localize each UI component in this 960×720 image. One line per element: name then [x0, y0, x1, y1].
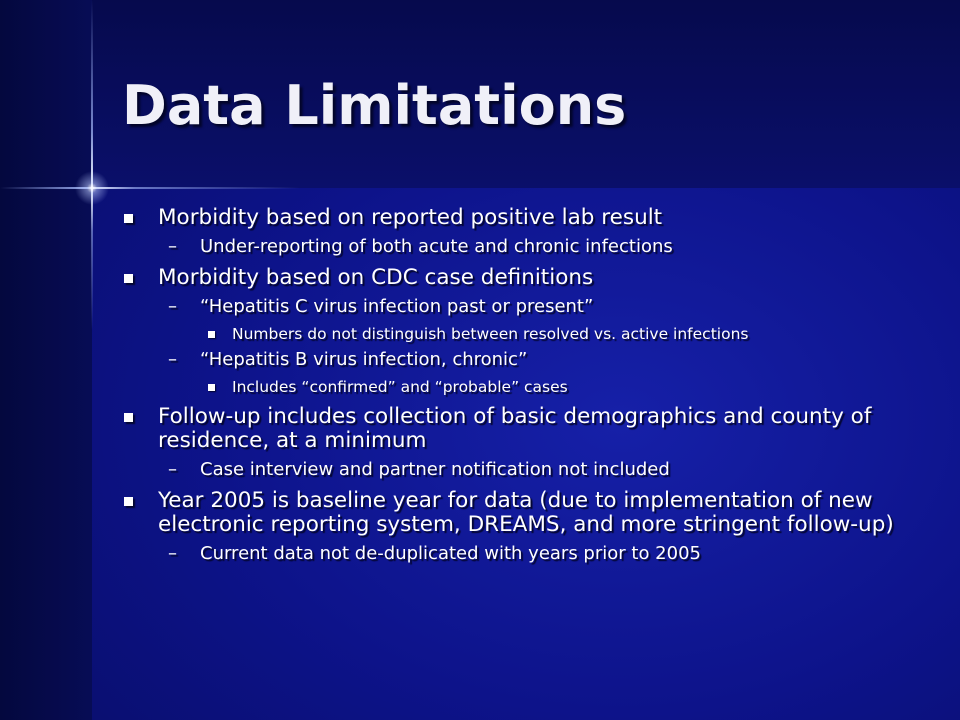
sub-sub-bullet-text: Includes “confirmed” and “probable” cases [232, 378, 568, 396]
square-bullet-icon [208, 384, 215, 391]
sub-bullet-text: Current data not de-duplicated with years prior to 2005 [200, 543, 701, 564]
vertical-glow-line [91, 0, 93, 330]
bullet-item [120, 489, 930, 537]
square-bullet-icon [208, 331, 215, 338]
bullet-item [120, 405, 930, 453]
square-bullet-icon [124, 413, 133, 422]
square-bullet-icon [124, 214, 133, 223]
bullet-item [120, 266, 930, 290]
bullet-item [120, 206, 930, 230]
sparkle-icon [72, 168, 112, 208]
bullet-text: Morbidity based on CDC case definitions [158, 265, 594, 290]
sub-sub-bullet-item [120, 377, 930, 397]
bullet-text: Year 2005 is baseline year for data (due to implementation of new electronic reporting system, DREAMS, and more stringent follow-up) [158, 488, 894, 537]
sub-sub-bullet-text: Numbers do not distinguish between resolved vs. active infections [232, 325, 749, 343]
sub-bullet-item [120, 296, 930, 318]
bullet-list [120, 206, 930, 571]
dash-marker: – [168, 296, 177, 317]
sub-bullet-item [120, 349, 930, 371]
sub-bullet-item [120, 543, 930, 565]
dash-marker: – [168, 459, 177, 480]
sub-bullet-text: Under-reporting of both acute and chronic infections [200, 236, 673, 257]
square-bullet-icon [124, 497, 133, 506]
slide-title: Data Limitations [122, 74, 627, 137]
sub-bullet-text: “Hepatitis B virus infection, chronic” [200, 349, 528, 370]
horizontal-glow-line [0, 187, 300, 189]
dash-marker: – [168, 543, 177, 564]
sub-bullet-text: Case interview and partner notification not included [200, 459, 670, 480]
left-band [0, 0, 92, 720]
dash-marker: – [168, 349, 177, 370]
dash-marker: – [168, 236, 177, 257]
sub-sub-bullet-item [120, 324, 930, 344]
sub-bullet-item [120, 236, 930, 258]
sub-bullet-text: “Hepatitis C virus infection past or present” [200, 296, 594, 317]
bullet-text: Follow-up includes collection of basic demographics and county of residence, at a minimum [158, 404, 872, 453]
square-bullet-icon [124, 274, 133, 283]
sub-bullet-item [120, 459, 930, 481]
bullet-text: Morbidity based on reported positive lab result [158, 205, 663, 230]
